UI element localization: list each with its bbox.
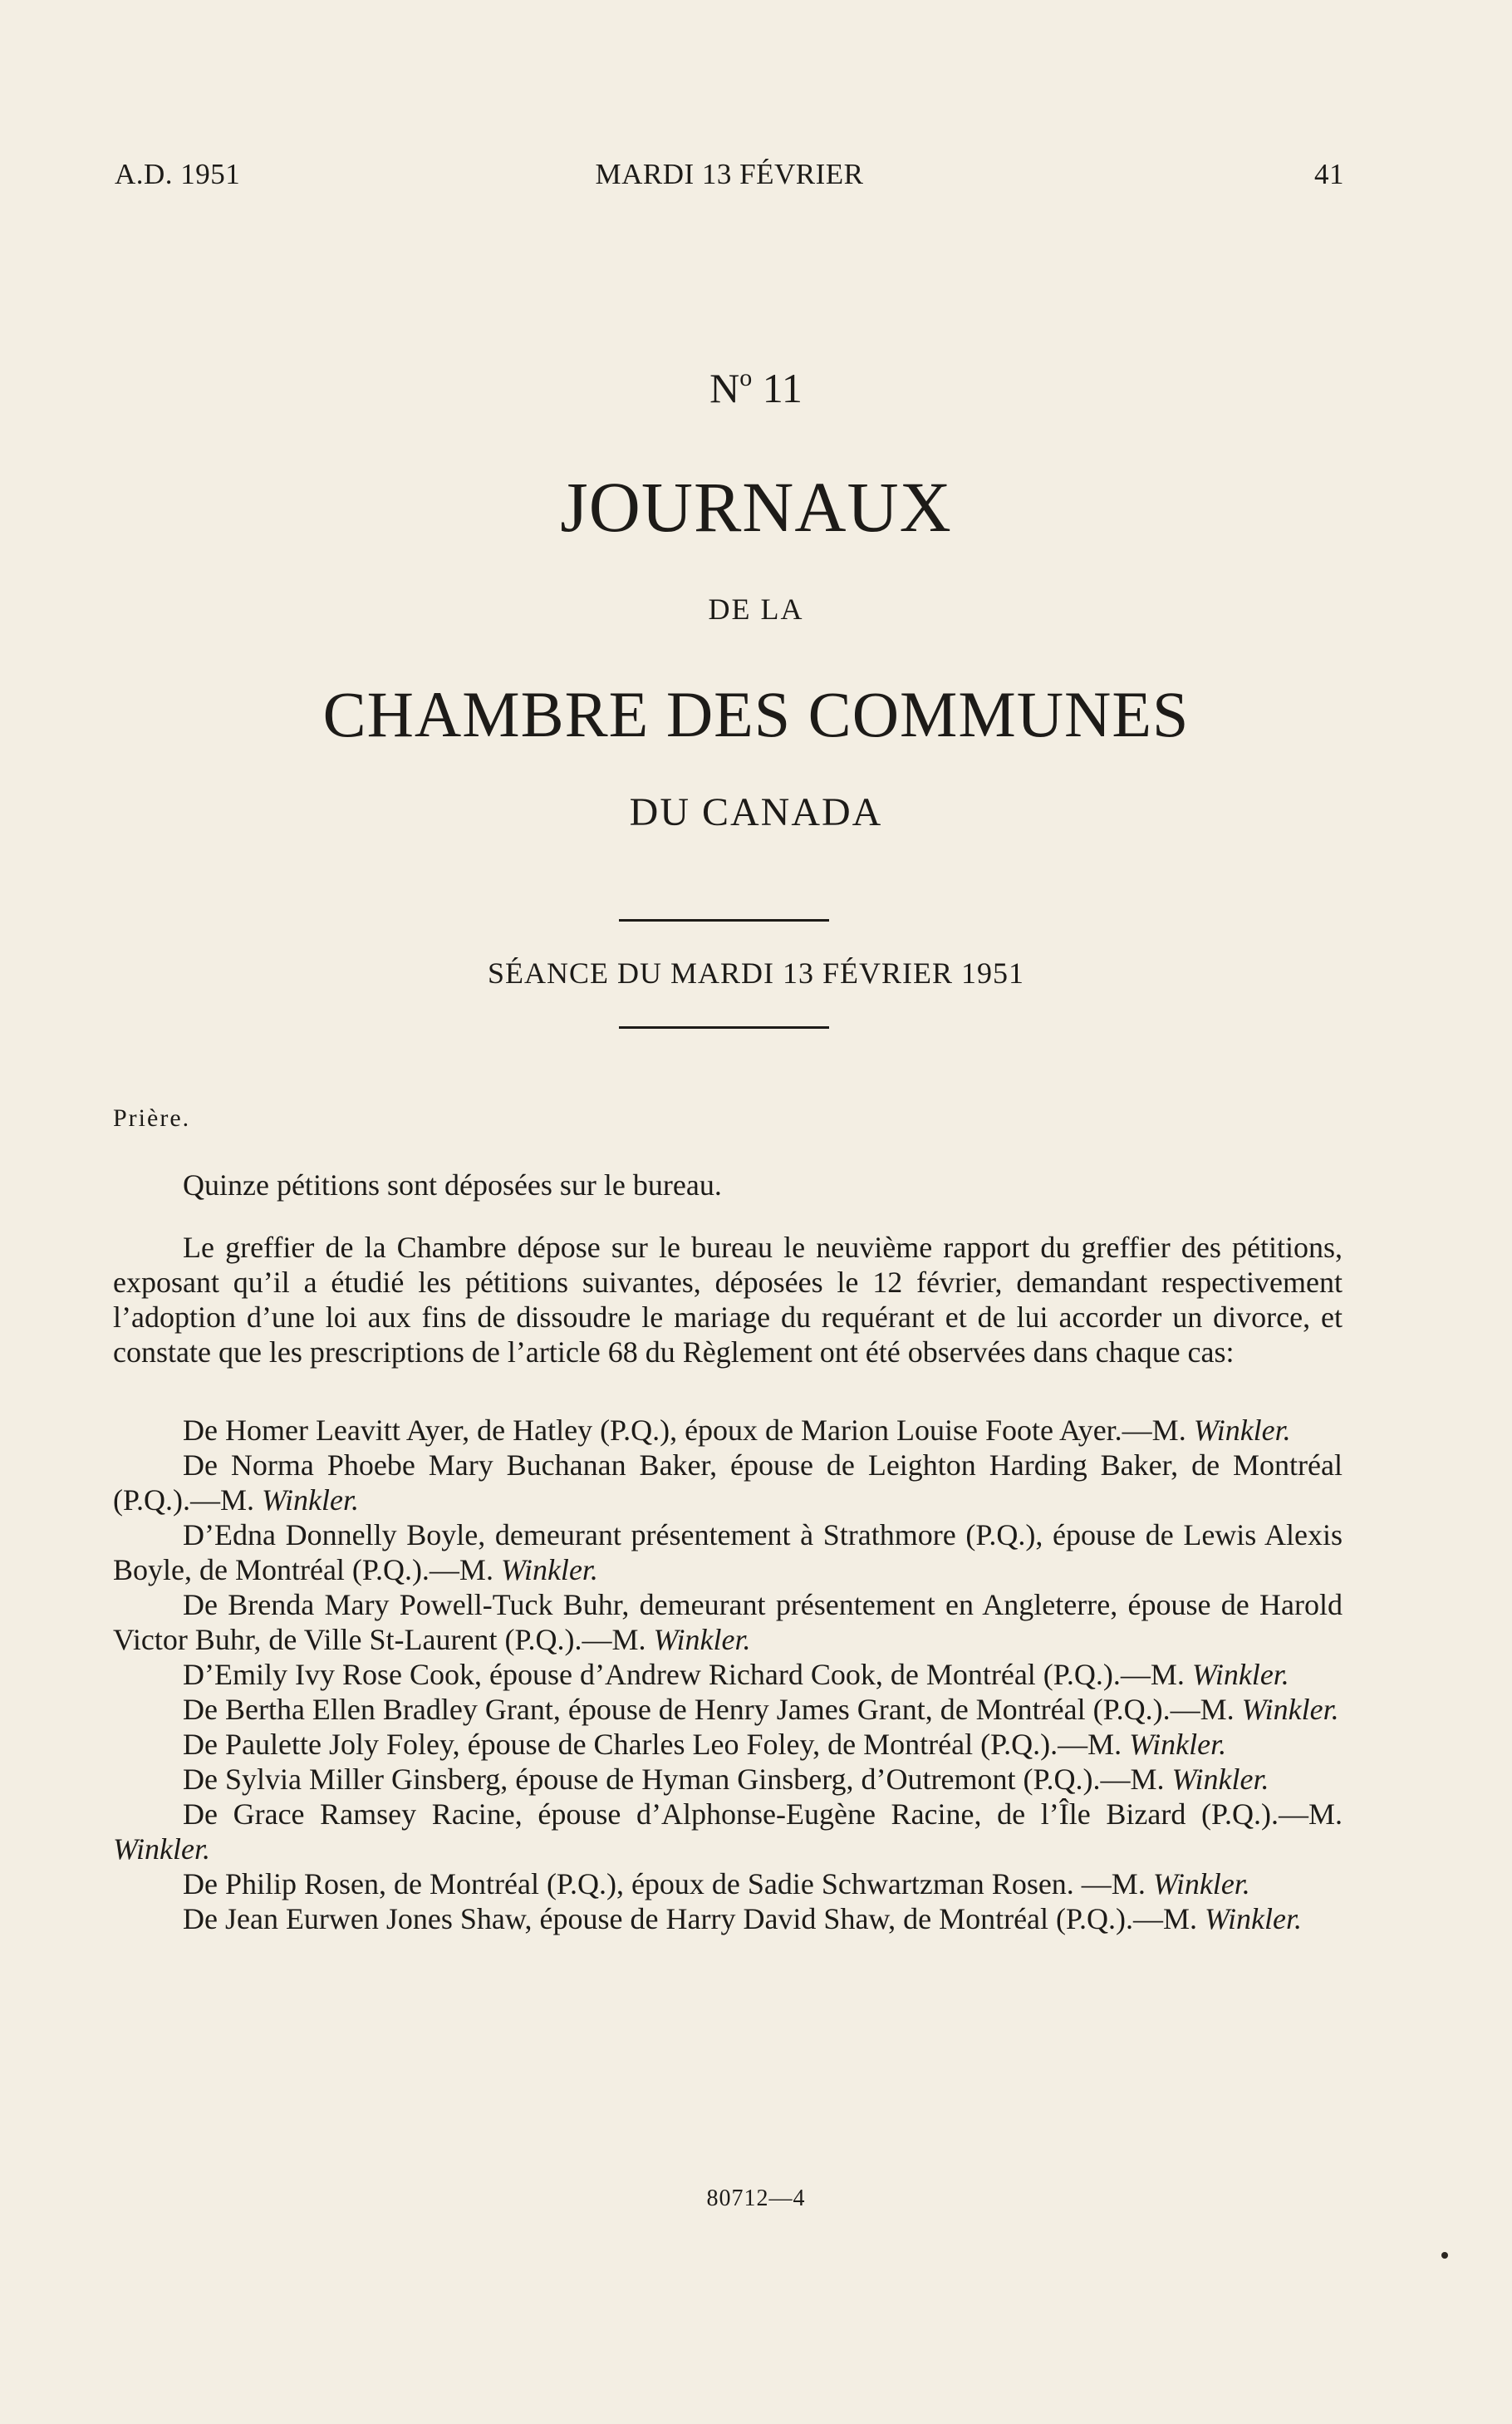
title-chambre: CHAMBRE DES COMMUNES — [322, 678, 1190, 750]
petition-entry: De Paulette Joly Foley, épouse de Charles Leo Foley, de Montréal (P.Q.).—M. Winkler. — [183, 1728, 1227, 1761]
petition-entry: D’Edna Donnelly Boyle, demeurant présentement à Strathmore (P.Q.), épouse de Lewis Alexis Boyle, de Montréal (P.Q.).—M. Winkler. — [113, 1518, 1343, 1586]
petition-entry: De Sylvia Miller Ginsberg, épouse de Hyman Ginsberg, d’Outremont (P.Q.).—M. Winkler. — [183, 1763, 1269, 1796]
petition-entry: De Jean Eurwen Jones Shaw, épouse de Harry David Shaw, de Montréal (P.Q.).—M. Winkler. — [183, 1902, 1303, 1935]
petitions-deposited-text: Quinze pétitions sont déposées sur le bureau. — [183, 1168, 722, 1202]
petition-entry: De Grace Ramsey Racine, épouse d’Alphonse-Eugène Racine, de l’Île Bizard (P.Q.).—M. Winkler. — [113, 1797, 1343, 1866]
numero-prefix: N — [709, 365, 740, 411]
petition-entry: De Bertha Ellen Bradley Grant, épouse de Henry James Grant, de Montréal (P.Q.).—M. Winkler. — [183, 1693, 1339, 1726]
priere-label: Prière. — [113, 1104, 191, 1132]
ink-speck — [1441, 2252, 1448, 2259]
numero-value: 11 — [762, 365, 803, 411]
issue-number — [0, 364, 1512, 412]
divider-bottom — [619, 1026, 829, 1029]
header-date: MARDI 13 FÉVRIER — [595, 158, 864, 190]
petition-entry: De Brenda Mary Powell-Tuck Buhr, demeurant présentement en Angleterre, épouse de Harold Victor Buhr, de Ville St-Laurent (P.Q.).—M. Winkler. — [113, 1588, 1343, 1656]
header-year: A.D. 1951 — [115, 158, 241, 190]
page-number: 41 — [1314, 158, 1344, 190]
petition-entry: De Norma Phoebe Mary Buchanan Baker, épouse de Leighton Harding Baker, de Montréal (P.Q.).—M. Winkler. — [113, 1448, 1343, 1517]
divider-top — [619, 919, 829, 922]
title-du-canada: DU CANADA — [629, 790, 883, 834]
petition-entry: D’Emily Ivy Rose Cook, épouse d’Andrew Richard Cook, de Montréal (P.Q.).—M. Winkler. — [183, 1658, 1289, 1691]
petition-entry: De Homer Leavitt Ayer, de Hatley (P.Q.), époux de Marion Louise Foote Ayer.—M. Winkler. — [183, 1414, 1291, 1447]
title-de-la: DE LA — [708, 592, 804, 626]
title-journaux: JOURNAUX — [560, 467, 952, 547]
petition-entry: De Philip Rosen, de Montréal (P.Q.), époux de Sadie Schwartzman Rosen. —M. Winkler. — [183, 1867, 1250, 1900]
print-code: 80712—4 — [706, 2186, 806, 2211]
report-paragraph: Le greffier de la Chambre dépose sur le bureau le neuvième rapport du greffier des pétitions, exposant qu’il a étudié les pétitions suivantes, déposées le 12 février, demandant respectivement l’adoption d’une loi aux fins de dissoudre le mariage du requérant et de lui accorder un divorce, et constate que les prescriptions de l’article 68 du Règlement ont été observées dans chaque cas: — [113, 1231, 1343, 1369]
session-heading: SÉANCE DU MARDI 13 FÉVRIER 1951 — [487, 956, 1025, 990]
petition-list — [113, 1413, 1343, 1936]
numero-sup: o — [739, 364, 753, 391]
